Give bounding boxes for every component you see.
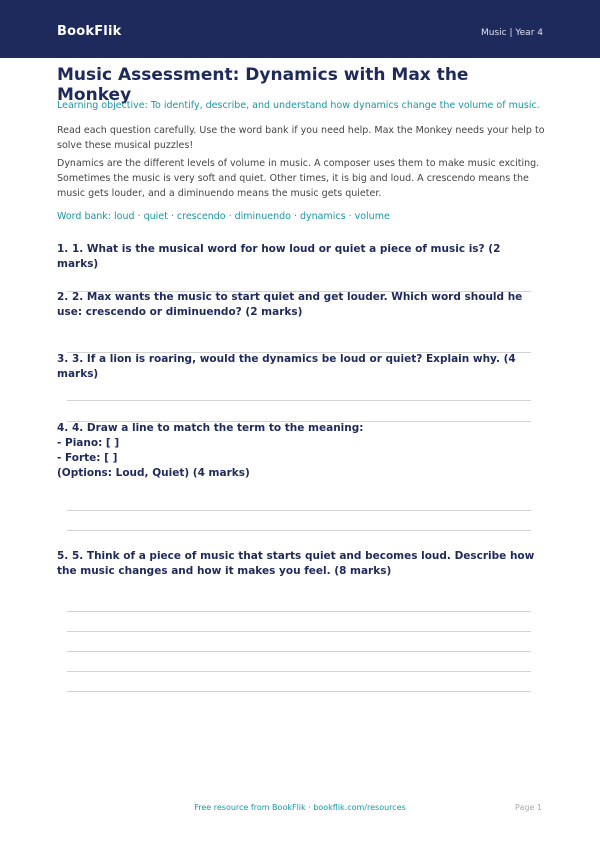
header-bar	[0, 0, 600, 58]
intro-paragraph: Read each question carefully. Use the word bank if you need help. Max the Monkey needs your help to solve these musical puzzles!	[57, 125, 545, 151]
answer-line[interactable]	[67, 631, 531, 632]
answer-line[interactable]	[67, 530, 531, 531]
brand-logo: BookFlik	[57, 24, 122, 39]
answer-line[interactable]	[67, 510, 531, 511]
page-number: Page 1	[515, 803, 542, 812]
subject-year-label: Music | Year 4	[480, 28, 543, 38]
question-5: 5. 5. Think of a piece of music that starts quiet and becomes loud. Describe how the music changes and how it makes you feel. (8 marks)	[57, 550, 535, 577]
answer-line[interactable]	[67, 651, 531, 652]
question-4: 4. 4. Draw a line to match the term to the meaning: - Piano: [ ] - Forte: [ ] (Options: Loud, Quiet) (4 marks)	[57, 422, 364, 479]
answer-line[interactable]	[67, 400, 531, 401]
footer-link[interactable]: Free resource from BookFlik · bookflik.com/resources	[194, 803, 406, 812]
answer-line[interactable]	[67, 671, 531, 672]
answer-line[interactable]	[67, 611, 531, 612]
dynamics-explanation: Dynamics are the different levels of volume in music. A composer uses them to make music exciting. Sometimes the music is very soft and quiet. Other times, it is big and loud. A crescendo means the music gets louder, and a diminuendo means the music gets quieter.	[57, 158, 540, 199]
page-title: Music Assessment: Dynamics with Max the Monkey	[57, 65, 469, 105]
question-2: 2. 2. Max wants the music to start quiet and get louder. Which word should he use: crescendo or diminuendo? (2 marks)	[57, 291, 523, 318]
word-bank: Word bank: loud · quiet · crescendo · diminuendo · dynamics · volume	[57, 211, 390, 222]
question-1: 1. 1. What is the musical word for how loud or quiet a piece of music is? (2 marks)	[57, 243, 501, 270]
learning-objective: Learning objective: To identify, describe, and understand how dynamics change the volume of music.	[57, 100, 540, 111]
answer-line[interactable]	[67, 691, 531, 692]
question-3: 3. 3. If a lion is roaring, would the dynamics be loud or quiet? Explain why. (4 marks)	[57, 353, 516, 380]
